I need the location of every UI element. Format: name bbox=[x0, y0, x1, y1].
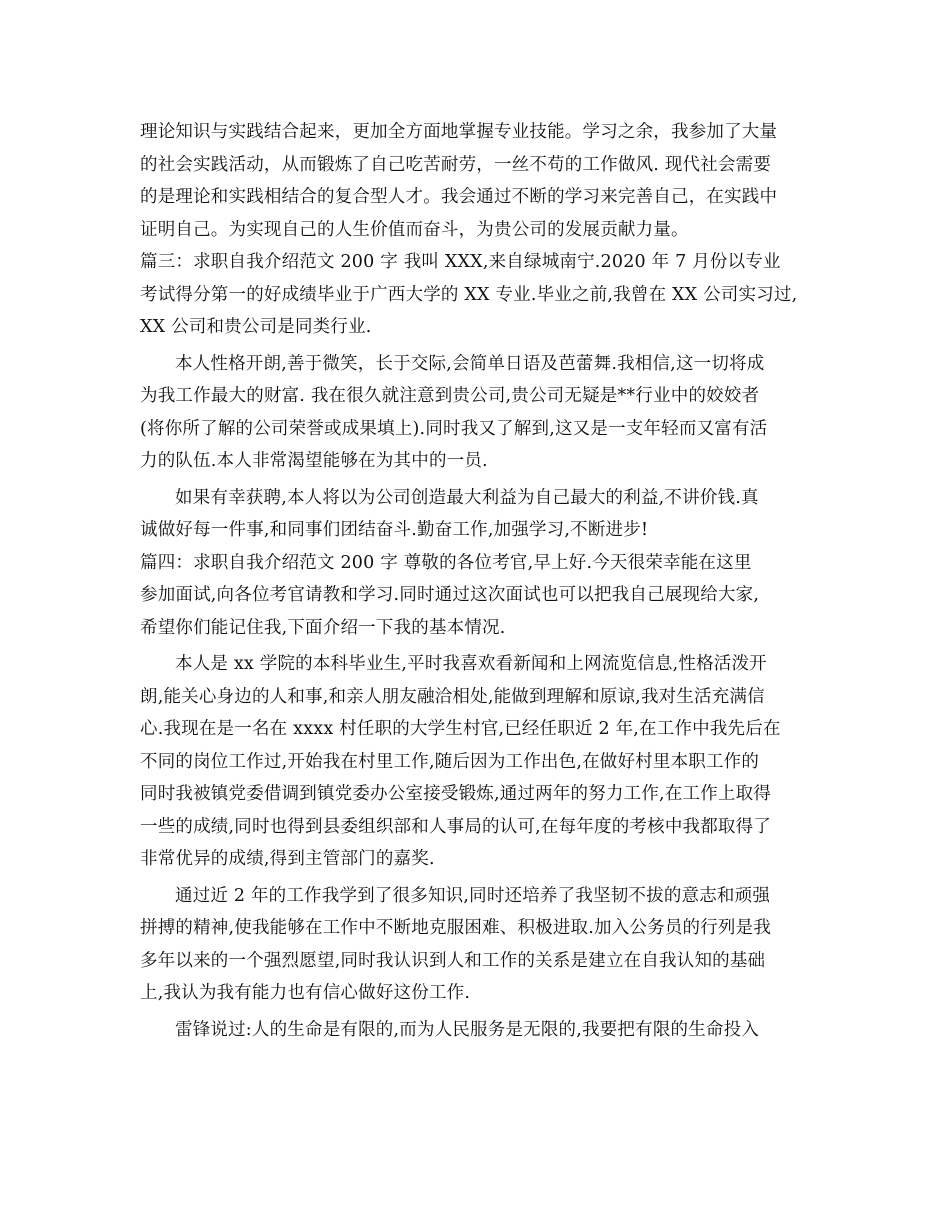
text-line: 不同的岗位工作过,开始我在村里工作,随后因为工作出色,在做好村里本职工作的 bbox=[140, 751, 760, 772]
text-line: 拼搏的精神,使我能够在工作中不断地克服困难、积极进取.加入公务员的行列是我 bbox=[140, 918, 772, 938]
text-line: 多年以来的一个强烈愿望,同时我认识到人和工作的关系是建立在自我认知的基础 bbox=[140, 950, 766, 971]
section-heading-line: 篇四：求职自我介绍范文 200 字 尊敬的各位考官,早上好.今天很荣幸能在这里 bbox=[140, 552, 752, 573]
text-line: 为我工作最大的财富. 我在很久就注意到贵公司,贵公司无疑是**行业中的姣姣者 bbox=[140, 386, 760, 406]
text-line: 的是理论和实践相结合的复合型人才。我会通过不断的学习来完善自己，在实践中 bbox=[140, 187, 778, 207]
text-line: 同时我被镇党委借调到镇党委办公室接受锻炼,通过两年的努力工作,在工作上取得 bbox=[140, 784, 772, 804]
paragraph-start-line: 本人是 xx 学院的本科毕业生,平时我喜欢看新闻和上网流览信息,性格活泼开 bbox=[175, 654, 767, 674]
document-body bbox=[140, 116, 822, 1046]
text-line: 参加面试,向各位考官请教和学习.同时通过这次面试也可以把我自己展现给大家, bbox=[140, 585, 760, 605]
text-line: 心.我现在是一名在 xxxx 村任职的大学生村官,已经任职近 2 年,在工作中我先后在 bbox=[140, 719, 781, 739]
text-line: 证明自己。为实现自己的人生价值而奋斗，为贵公司的发展贡献力量。 bbox=[140, 219, 689, 240]
text-line: 考试得分第一的好成绩毕业于广西大学的 XX 专业.毕业之前,我曾在 XX 公司实习过, bbox=[140, 284, 798, 305]
text-line: 一些的成绩,同时也得到县委组织部和人事局的认可,在每年度的考核中我都取得了 bbox=[140, 816, 772, 837]
text-line: 的社会实践活动，从而锻炼了自己吃苦耐劳，一丝不苟的工作做风. 现代社会需要 bbox=[140, 154, 772, 175]
paragraph-start-line: 通过近 2 年的工作我学到了很多知识,同时还培养了我坚韧不拔的意志和顽强 bbox=[175, 885, 771, 906]
text-line: XX 公司和贵公司是同类行业. bbox=[140, 317, 372, 337]
text-line: (将你所了解的公司荣誉或成果填上).同时我又了解到,这又是一支年轻而又富有活 bbox=[140, 418, 768, 439]
text-line: 上,我认为我有能力也有信心做好这份工作. bbox=[140, 983, 471, 1003]
paragraph-start-line: 如果有幸获聘,本人将以为公司创造最大利益为自己最大的利益,不讲价钱.真 bbox=[175, 487, 759, 508]
text-line: 希望你们能记住我,下面介绍一下我的基本情况. bbox=[140, 617, 506, 638]
text-line: 非常优异的成绩,得到主管部门的嘉奖. bbox=[140, 849, 435, 869]
paragraph-start-line: 雷锋说过:人的生命是有限的,而为人民服务是无限的,我要把有限的生命投入 bbox=[175, 1019, 760, 1040]
text-line: 朗,能关心身边的人和事,和亲人朋友融洽相处,能做到理解和原谅,我对生活充满信 bbox=[140, 686, 765, 707]
text-line: 力的队伍.本人非常渴望能够在为其中的一员. bbox=[140, 451, 488, 471]
text-line: 理论知识与实践结合起来，更加全方面地掌握专业技能。学习之余，我参加了大量 bbox=[140, 122, 778, 142]
text-line: 诚做好每一件事,和同事们团结奋斗.勤奋工作,加强学习,不断进步! bbox=[140, 520, 649, 540]
section-heading-line: 篇三：求职自我介绍范文 200 字 我叫 XXX,来自绿城南宁.2020 年 7 月份以专业 bbox=[140, 252, 781, 272]
paragraph-start-line: 本人性格开朗,善于微笑，长于交际,会简单日语及芭蕾舞.我相信,这一切将成 bbox=[175, 353, 765, 374]
